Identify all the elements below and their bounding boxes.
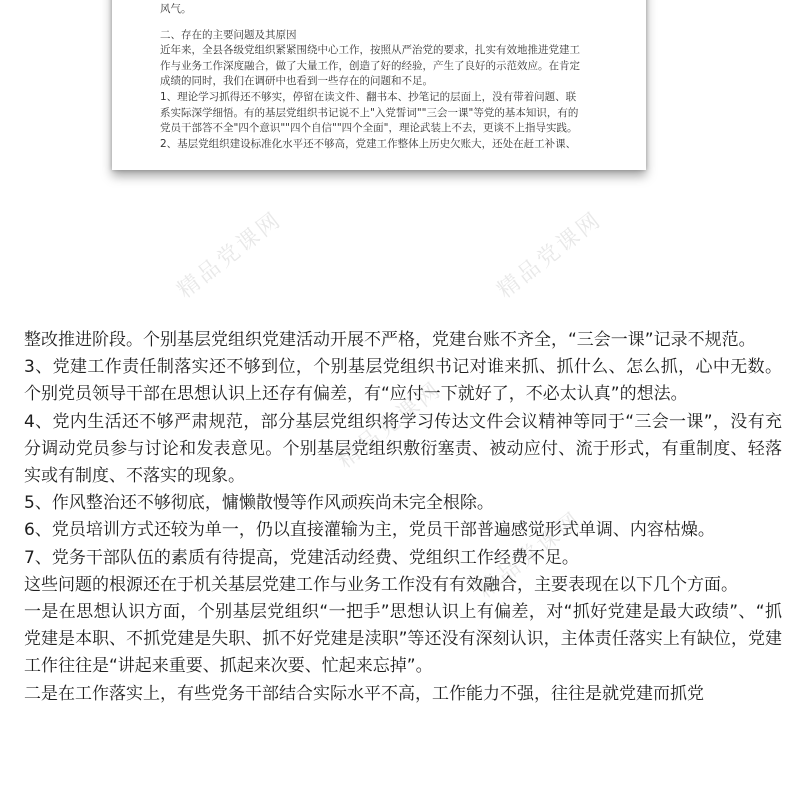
watermark: 精品党课网 — [473, 506, 587, 604]
preview-line: 风气。 — [160, 3, 192, 15]
preview-line: 成绩的同时，我们在调研中也看到一些存在的问题和不足。 — [160, 75, 433, 88]
preview-text — [160, 2, 610, 152]
watermark: 精品党课网 — [333, 376, 447, 474]
preview-line: 系实际深学细悟。有的基层党组织书记说不上"入党誓词""三会一课"等党的基本知识，有的 — [160, 106, 579, 119]
paragraph: 一是在思想认识方面，个别基层党组织“一把手”思想认识上有偏差，对“抓好党建是最大政绩”、“抓党建是本职、不抓党建是失职、抓不好党建是渎职”等还没有深刻认识，主体责任落实上有缺位，党建工作往往是“讲起来重要、抓起来次要、忙起来忘掉”。 — [24, 602, 782, 677]
preview-line: 作与业务工作深度融合，做了大量工作，创造了好的经验，产生了良好的示范效应。在肯定 — [160, 59, 580, 72]
paragraph: 4、党内生活还不够严肃规范，部分基层党组织将学习传达文件会议精神等同于“三会一课”，没有充分调动党员参与讨论和发表意见。个别基层党组织敷衍塞责、被动应付、流于形式，有重制度、轻落实或有制度、不落实的现象。 — [24, 411, 782, 487]
document-preview-card — [112, 0, 646, 170]
watermark: 精品党课网 — [173, 206, 287, 304]
preview-line: 近年来，全县各级党组织紧紧围绕中心工作，按照从严治党的要求，扎实有效地推进党建工 — [160, 44, 580, 57]
paragraph: 二是在工作落实上，有些党务干部结合实际水平不高，工作能力不强，往往是就党建而抓党 — [24, 683, 704, 704]
preview-line: 1、理论学习抓得还不够实，停留在读文件、翻书本、抄笔记的层面上，没有带着问题、联 — [160, 90, 577, 103]
document-body — [24, 327, 782, 708]
paragraph: 7、党务干部队伍的素质有待提高，党建活动经费、党组织工作经费不足。 — [24, 547, 579, 568]
paragraph: 5、作风整治还不够彻底，慵懒散慢等作风顽疾尚未完全根除。 — [24, 493, 494, 514]
preview-line: 2、基层党组织建设标准化水平还不够高，党建工作整体上历史欠账大，还处在赶工补课、 — [160, 137, 577, 150]
preview-line: 党员干部答不全"四个意识""四个自信""四个全面"，理论武装上不去，更谈不上指导实践。 — [160, 122, 578, 135]
paragraph: 整改推进阶段。个别基层党组织党建活动开展不严格，党建台账不齐全，“三会一课”记录不规范。 — [24, 330, 756, 350]
watermark: 精品党课网 — [493, 206, 607, 304]
paragraph: 这些问题的根源还在于机关基层党建工作与业务工作没有有效融合，主要表现在以下几个方面。 — [24, 574, 738, 595]
paragraph: 6、党员培训方式还较为单一，仍以直接灌输为主，党员干部普遍感觉形式单调、内容枯燥。 — [24, 520, 715, 541]
preview-gap — [160, 18, 610, 28]
preview-line: 二、存在的主要问题及其原因 — [160, 28, 297, 41]
paragraph: 3、党建工作责任制落实还不够到位，个别基层党组织书记对谁来抓、抓什么、怎么抓，心中无数。个别党员领导干部在思想认识上还存有偏差，有“应付一下就好了，不必太认真”的想法。 — [24, 357, 782, 405]
